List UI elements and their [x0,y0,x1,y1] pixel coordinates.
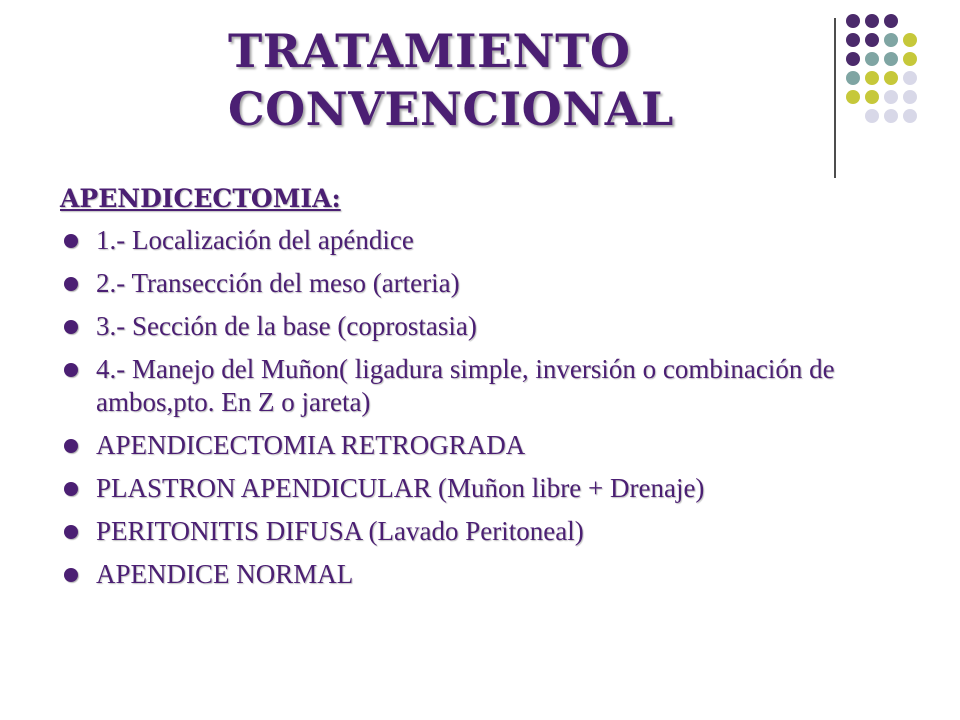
list-item-text: APENDICECTOMIA RETROGRADA [96,430,526,460]
list-item-text: 2.- Transección del meso (arteria) [96,268,460,298]
decorative-dot [903,33,917,47]
decorative-dot [865,71,879,85]
decorative-dot [884,52,898,66]
decorative-dot [884,33,898,47]
title-line-1: TRATAMIENTO [228,24,631,78]
bullet-icon [64,525,78,539]
decorative-dot [846,14,860,28]
decorative-dot [846,52,860,66]
bullet-list [60,224,900,591]
title-line-2: CONVENCIONAL [228,82,674,136]
list-item-text: APENDICE NORMAL [96,559,354,589]
decorative-dot-grid [846,14,946,154]
bullet-icon [64,439,78,453]
list-item-text: 1.- Localización del apéndice [96,225,414,255]
decorative-dot [846,71,860,85]
decorative-dot [865,33,879,47]
decorative-dot [884,71,898,85]
slide-title [228,22,674,138]
list-item [60,353,900,419]
decorative-dot [865,90,879,104]
decorative-dot [846,90,860,104]
list-item [60,224,900,257]
decorative-dot [903,90,917,104]
slide-body [60,182,900,601]
decorative-dot [884,14,898,28]
decorative-dot [903,109,917,123]
list-item-text: PERITONITIS DIFUSA (Lavado Peritoneal) [96,516,584,546]
list-item-text: PLASTRON APENDICULAR (Muñon libre + Drenaje) [96,473,705,503]
bullet-icon [64,482,78,496]
bullet-icon [64,320,78,334]
decorative-dot [884,109,898,123]
decorative-dot [865,52,879,66]
list-item-text: 4.- Manejo del Muñon( ligadura simple, inversión o combinación de ambos,pto. En Z o jareta) [96,354,835,417]
list-item [60,558,900,591]
section-heading: APENDICECTOMIA: [60,184,341,213]
decorative-dot [903,71,917,85]
decorative-dot [846,33,860,47]
decorative-dot [884,90,898,104]
bullet-icon [64,568,78,582]
decorative-dot [903,52,917,66]
list-item [60,515,900,548]
bullet-icon [64,277,78,291]
decorative-dot [865,109,879,123]
list-item-text: 3.- Sección de la base (coprostasia) [96,311,477,341]
list-item [60,472,900,505]
decorative-dot [865,14,879,28]
vertical-divider [834,18,836,178]
bullet-icon [64,234,78,248]
list-item [60,267,900,300]
list-item [60,429,900,462]
list-item [60,310,900,343]
bullet-icon [64,363,78,377]
